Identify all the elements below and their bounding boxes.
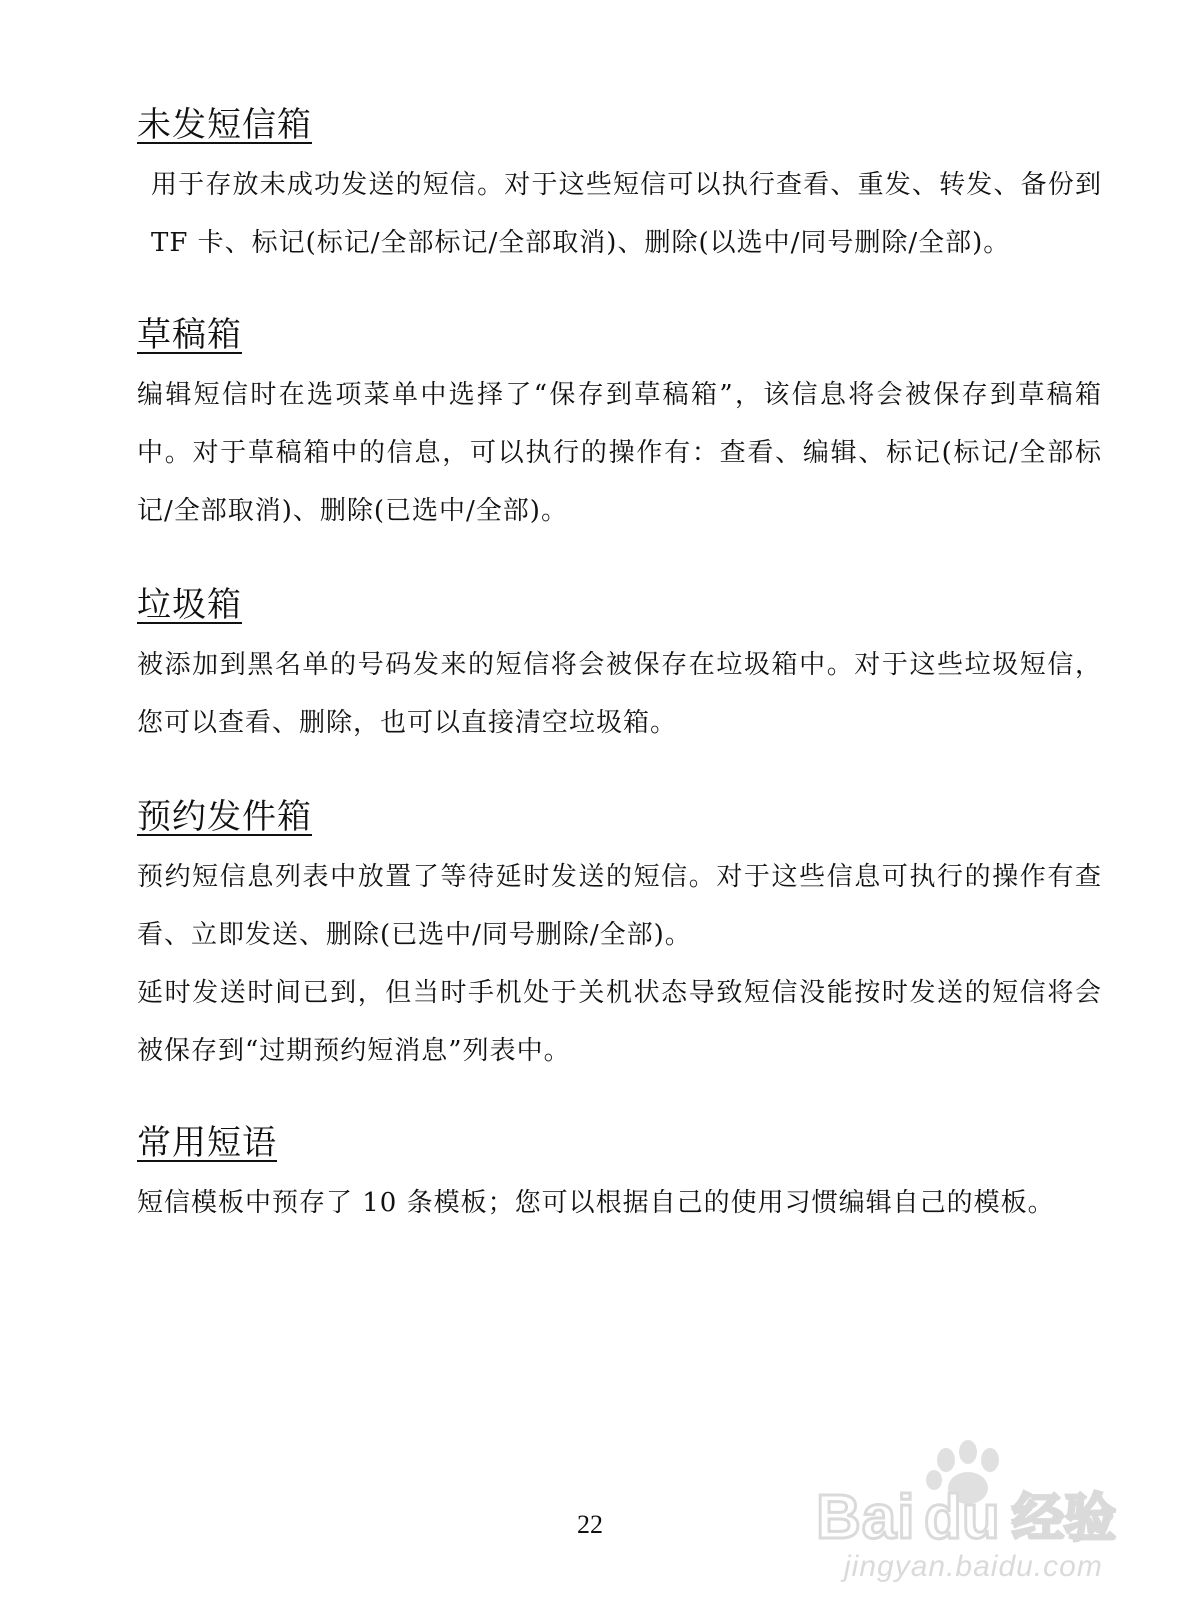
- baidu-logo-text: du: [924, 1483, 1000, 1552]
- watermark-url: jingyan.baidu.com: [844, 1550, 1103, 1583]
- section-paragraph: 用于存放未成功发送的短信。对于这些短信可以执行查看、重发、转发、备份到 TF 卡、标记(标记/全部标记/全部取消)、删除(以选中/同号删除/全部)。: [151, 170, 1102, 258]
- section-paragraph: 编辑短信时在选项菜单中选择了“保存到草稿箱”，该信息将会被保存到草稿箱中。对于草稿箱中的信息，可以执行的操作有：查看、编辑、标记(标记/全部标记/全部取消)、删除(已选中/全部)。: [137, 380, 1102, 526]
- baidu-logo-text: Bai: [816, 1483, 916, 1552]
- section-unsent-box: [137, 102, 1102, 272]
- section-common-phrases: [137, 1120, 1102, 1232]
- section-trash: [137, 582, 1102, 752]
- section-paragraph: 预约短信息列表中放置了等待延时发送的短信。对于这些信息可执行的操作有查看、立即发送、删除(已选中/同号删除/全部)。: [137, 862, 1102, 950]
- jingyan-logo-text: 经验: [1012, 1489, 1117, 1549]
- section-paragraph: 被添加到黑名单的号码发来的短信将会被保存在垃圾箱中。对于这些垃圾短信，您可以查看、删除，也可以直接清空垃圾箱。: [137, 650, 1102, 738]
- section-scheduled-outbox: [137, 794, 1102, 1080]
- section-heading: 预约发件箱: [137, 797, 312, 837]
- section-paragraph: 延时发送时间已到，但当时手机处于关机状态导致短信没能按时发送的短信将会被保存到“过期预约短消息”列表中。: [137, 978, 1102, 1066]
- section-heading: 常用短语: [137, 1123, 277, 1163]
- page-number: 22: [577, 1510, 603, 1539]
- section-heading: 草稿箱: [137, 315, 242, 355]
- section-heading: 垃圾箱: [137, 585, 242, 625]
- document-body: [137, 102, 1102, 1232]
- section-drafts: [137, 312, 1102, 540]
- section-heading: 未发短信箱: [137, 105, 312, 145]
- section-paragraph: 短信模板中预存了 10 条模板；您可以根据自己的使用习惯编辑自己的模板。: [137, 1188, 1055, 1218]
- baidu-logo: [812, 1440, 1172, 1560]
- baidu-jingyan-watermark: [812, 1440, 1172, 1605]
